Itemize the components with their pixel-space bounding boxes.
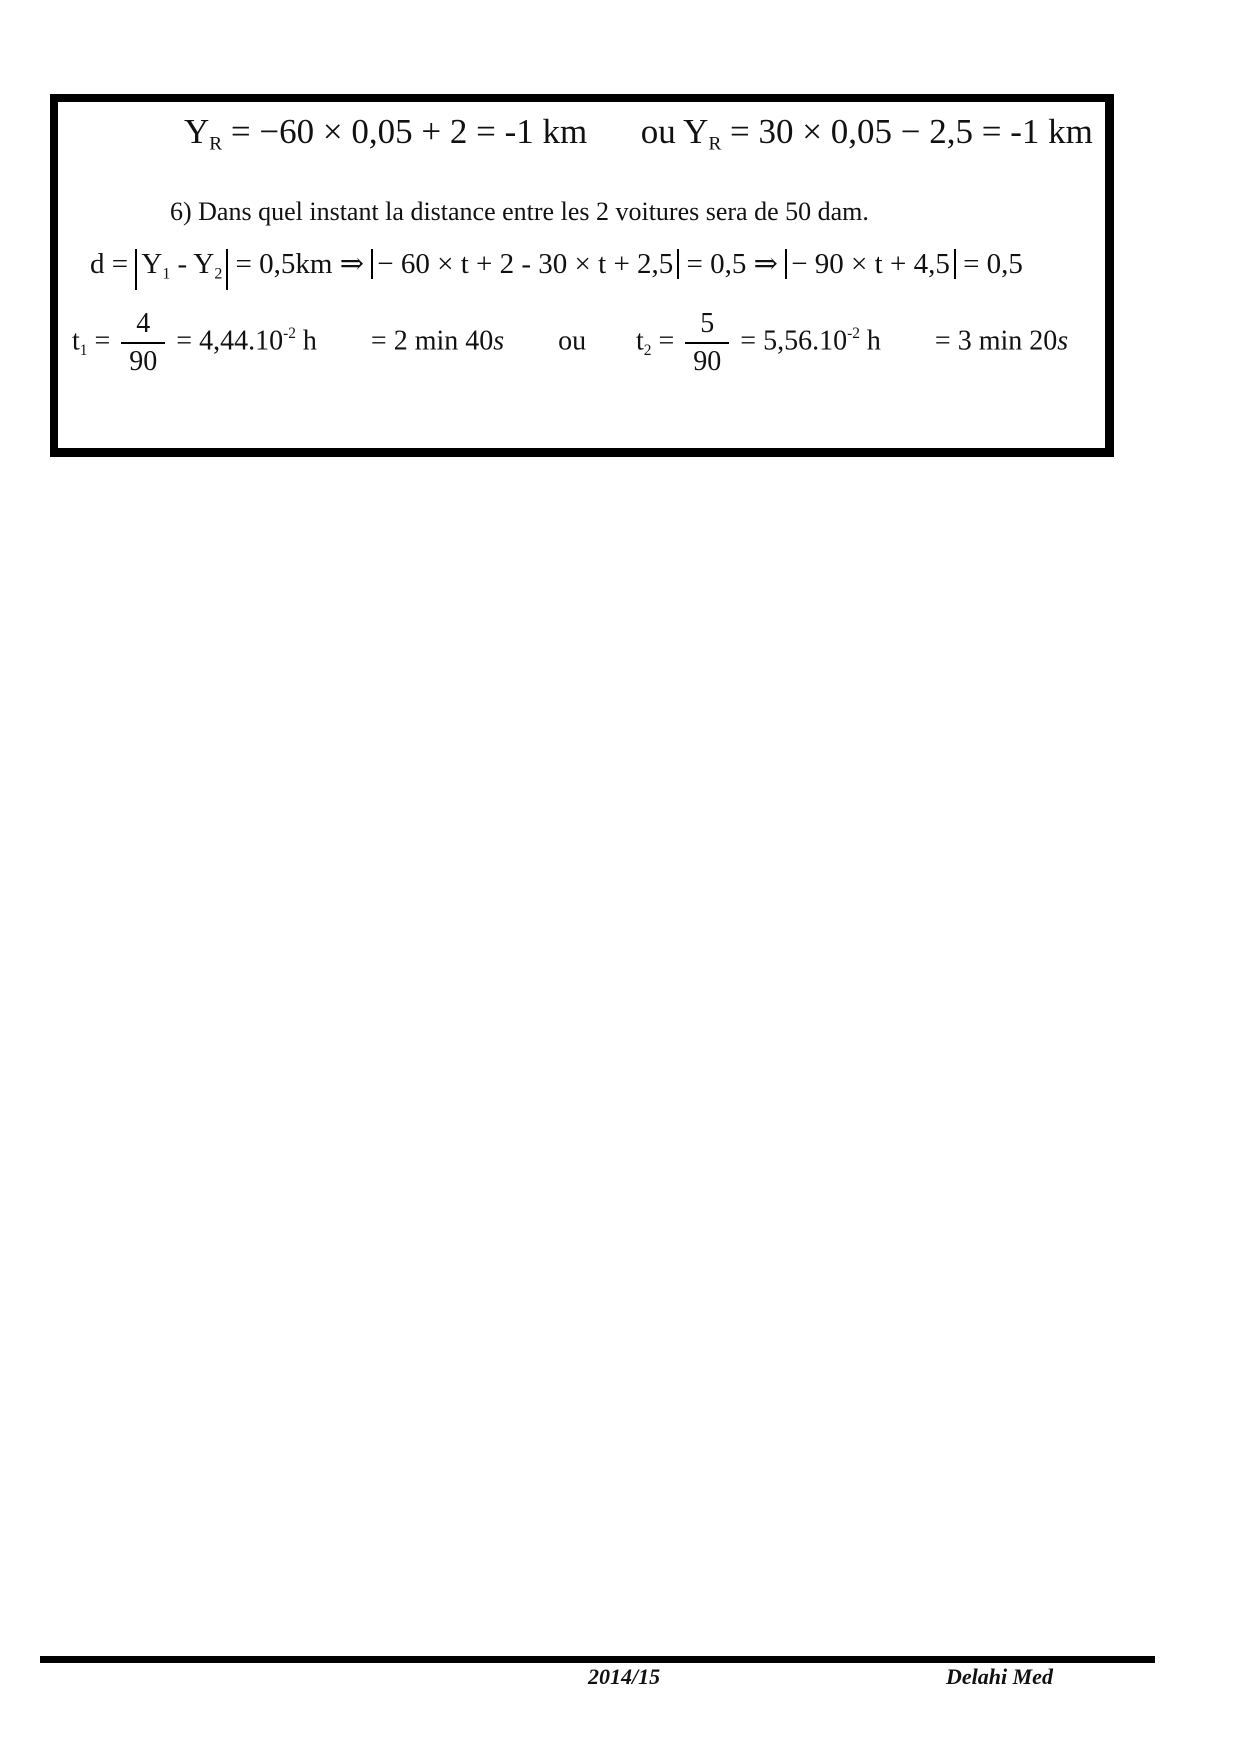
equation-t2	[636, 306, 1068, 386]
t1-exponent: -2	[283, 324, 296, 342]
t1-fraction	[121, 306, 165, 380]
distance-lead: d =	[90, 248, 136, 280]
connector-ou-1: ou	[640, 112, 676, 151]
t1-symbol: t	[72, 325, 80, 357]
equation-distance	[90, 246, 1023, 290]
abs-y1-y2	[135, 249, 228, 290]
t1-equals: =	[87, 325, 118, 357]
t2-denominator: 90	[693, 346, 722, 377]
footer-rule	[40, 1656, 1155, 1663]
yr-subscript-a: R	[209, 133, 223, 155]
footer-year: 2014/15	[588, 1664, 661, 1689]
yr-symbol-b: Y	[683, 112, 709, 151]
distance-equals-1: = 0,5km ⇒	[228, 248, 372, 280]
t2-seconds: s	[1057, 325, 1069, 357]
yr-symbol-a: Y	[184, 112, 210, 151]
y1-symbol: Y	[141, 248, 163, 280]
equation-t1	[72, 306, 586, 386]
y2-symbol: - Y	[170, 248, 215, 280]
yr-expression-b: = 30 × 0,05 − 2,5 = -1 km	[721, 112, 1093, 151]
y1-subscript: 1	[162, 265, 171, 283]
t2-exponent: -2	[847, 324, 860, 342]
abs-expression-3: − 90 × t + 4,5	[785, 249, 956, 279]
t1-conversion: = 2 min 40	[370, 325, 494, 357]
equation-yr	[184, 112, 1093, 156]
t1-subscript: 1	[79, 341, 88, 359]
distance-equals-3: = 0,5	[955, 248, 1023, 280]
t2-numerator: 5	[685, 306, 729, 344]
yr-subscript-b: R	[708, 133, 722, 155]
t2-subscript: 2	[643, 341, 652, 359]
t2-fraction	[685, 306, 729, 380]
abs-expression-2: − 60 × t + 2 - 30 × t + 2,5	[371, 249, 679, 279]
footer-author: Delahi Med	[946, 1664, 1053, 1689]
t2-value: = 5,56.10	[740, 325, 848, 357]
t1-denominator: 90	[129, 346, 158, 377]
answer-box	[50, 94, 1114, 457]
question-6: 6) Dans quel instant la distance entre les 2 voitures sera de 50 dam.	[170, 197, 869, 226]
t1-seconds: s	[493, 325, 505, 357]
t2-equals: =	[651, 325, 682, 357]
y2-subscript: 2	[214, 265, 223, 283]
t2-conversion: = 3 min 20	[934, 325, 1058, 357]
connector-ou-2: ou	[558, 325, 587, 357]
t2-unit: h	[859, 325, 881, 357]
yr-expression-a: = −60 × 0,05 + 2 = -1 km	[222, 112, 588, 151]
distance-equals-2: = 0,5 ⇒	[679, 248, 786, 280]
t1-numerator: 4	[121, 306, 165, 344]
t1-value: = 4,44.10	[176, 325, 284, 357]
t2-symbol: t	[636, 325, 644, 357]
t1-unit: h	[295, 325, 317, 357]
